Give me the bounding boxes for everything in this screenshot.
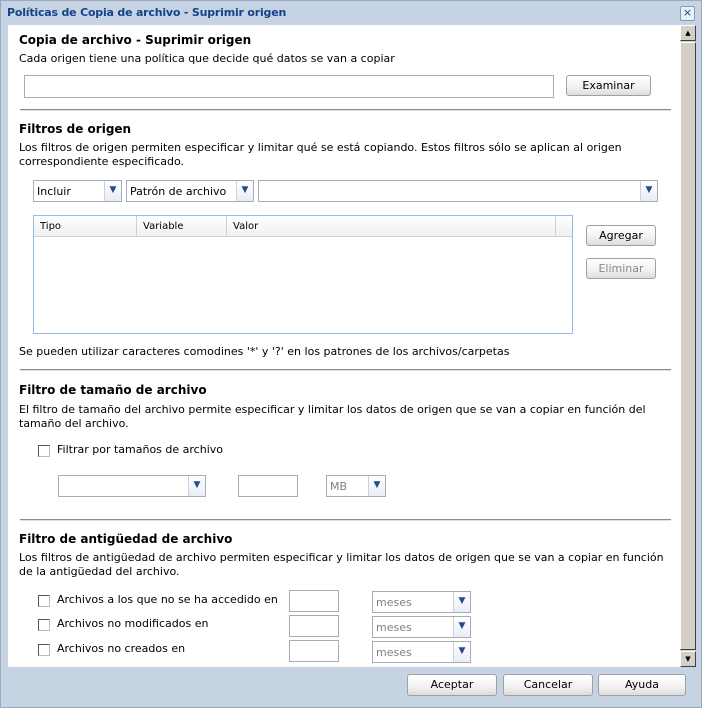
source-filters-description-1: Los filtros de origen permiten especificar y limitar qué se está copiando. Estos filtros sólo se aplican al origen [19, 141, 622, 154]
source-path-input[interactable] [24, 75, 554, 98]
scrollbar-thumb[interactable] [680, 42, 696, 650]
column-header-valor[interactable]: Valor [227, 216, 556, 237]
not-created-value-input[interactable] [289, 640, 339, 662]
size-filter-description-2: tamaño del archivo. [19, 417, 129, 430]
wildcard-note: Se pueden utilizar caracteres comodines '*' y '?' en los patrones de los archivos/carpetas [19, 345, 510, 358]
section-divider [20, 519, 671, 521]
browse-button[interactable]: Examinar [566, 75, 651, 96]
not-accessed-unit-select[interactable] [372, 591, 471, 613]
not-modified-checkbox[interactable] [38, 619, 50, 631]
chevron-down-icon[interactable]: ▼ [188, 476, 205, 496]
size-value-input[interactable] [238, 475, 298, 497]
chevron-down-icon[interactable]: ▼ [453, 592, 470, 612]
size-unit-value: MB [330, 480, 348, 493]
table-header [34, 216, 572, 237]
close-icon: × [682, 6, 693, 19]
remove-filter-button[interactable]: Eliminar [586, 258, 656, 279]
not-accessed-label[interactable]: Archivos a los que no se ha accedido en [57, 593, 278, 606]
not-modified-unit-value: meses [376, 621, 412, 634]
not-created-checkbox[interactable] [38, 644, 50, 656]
filter-by-size-checkbox[interactable] [38, 445, 50, 457]
chevron-down-icon[interactable]: ▼ [453, 617, 470, 637]
scroll-up-arrow-icon[interactable]: ▲ [680, 25, 696, 41]
column-header-tipo[interactable]: Tipo [34, 216, 137, 237]
source-filters-heading: Filtros de origen [19, 122, 132, 136]
not-created-unit-select[interactable] [372, 641, 471, 663]
section-divider [20, 109, 671, 111]
ok-button[interactable]: Aceptar [407, 674, 497, 696]
vertical-scrollbar[interactable] [679, 25, 696, 667]
not-modified-unit-select[interactable] [372, 616, 471, 638]
chevron-down-icon[interactable]: ▼ [640, 181, 657, 201]
scroll-down-arrow-icon[interactable]: ▼ [680, 651, 696, 667]
chevron-down-icon[interactable]: ▼ [453, 642, 470, 662]
chevron-down-icon[interactable]: ▼ [368, 476, 385, 496]
chevron-down-icon[interactable]: ▼ [236, 181, 253, 201]
not-accessed-value-input[interactable] [289, 590, 339, 612]
add-filter-button[interactable]: Agregar [586, 225, 656, 246]
filter-type-select-value: Patrón de archivo [130, 185, 227, 198]
dialog-content [8, 25, 679, 667]
filter-type-select[interactable] [126, 180, 254, 202]
source-filters-description-2: correspondiente especificado. [19, 155, 185, 168]
not-accessed-checkbox[interactable] [38, 595, 50, 607]
size-operator-select[interactable] [58, 475, 206, 497]
not-modified-value-input[interactable] [289, 615, 339, 637]
size-filter-description-1: El filtro de tamaño del archivo permite especificar y limitar los datos de origen que se van a copiar en función del [19, 403, 646, 416]
not-created-unit-value: meses [376, 646, 412, 659]
filters-table[interactable] [33, 215, 573, 334]
not-created-label[interactable]: Archivos no creados en [57, 642, 186, 655]
age-filter-heading: Filtro de antigüedad de archivo [19, 532, 233, 546]
filter-by-size-label[interactable]: Filtrar por tamaños de archivo [57, 443, 223, 456]
close-button[interactable] [680, 6, 695, 21]
size-filter-heading: Filtro de tamaño de archivo [19, 383, 207, 397]
chevron-down-icon[interactable]: ▼ [104, 181, 121, 201]
age-filter-description-1: Los filtros de antigüedad de archivo permiten especificar y limitar los datos de origen que se van a copiar en función [19, 551, 664, 564]
include-select[interactable] [33, 180, 122, 202]
column-header-variable[interactable]: Variable [137, 216, 227, 237]
dialog-title: Políticas de Copia de archivo - Suprimir origen [7, 6, 287, 19]
age-filter-description-2: de la antigüedad del archivo. [19, 565, 180, 578]
cancel-button[interactable]: Cancelar [503, 674, 593, 696]
include-select-value: Incluir [37, 185, 71, 198]
copy-section-description: Cada origen tiene una política que decide qué datos se van a copiar [19, 52, 395, 65]
title-bar[interactable] [1, 1, 701, 25]
not-modified-label[interactable]: Archivos no modificados en [57, 617, 209, 630]
section-divider [20, 369, 671, 371]
pattern-combo[interactable] [258, 180, 658, 202]
copy-section-heading: Copia de archivo - Suprimir origen [19, 33, 252, 47]
not-accessed-unit-value: meses [376, 596, 412, 609]
help-button[interactable]: Ayuda [598, 674, 686, 696]
size-unit-select[interactable] [326, 475, 386, 497]
